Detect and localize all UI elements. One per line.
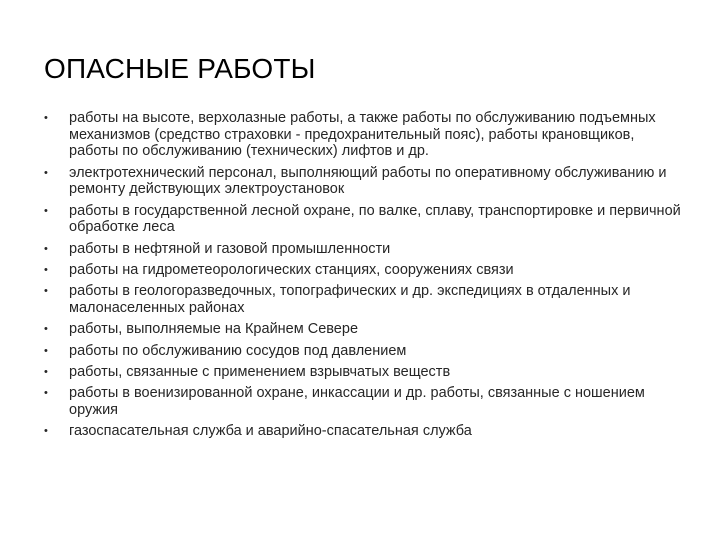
list-item-text: работы, выполняемые на Крайнем Севере	[69, 321, 359, 338]
list-item	[44, 364, 684, 381]
list-item	[44, 423, 684, 440]
bullet-icon: •	[44, 285, 48, 298]
bullet-icon: •	[44, 425, 48, 438]
list-item-text: газоспасательная служба и аварийно-спасательная служба	[69, 423, 472, 440]
list-item-text: работы, связанные с применением взрывчатых веществ	[69, 364, 451, 381]
slide-title: ОПАСНЫЕ РАБОТЫ	[44, 53, 316, 84]
list-item-text: работы на гидрометеорологических станциях, сооружениях связи	[69, 261, 514, 278]
list-item-text: электротехнический персонал, выполняющий работы по оперативному обслуживанию и ремонту действующих электроустановок	[69, 164, 667, 198]
bullet-icon: •	[44, 263, 48, 276]
list-item-text: работы в военизированной охране, инкассации и др. работы, связанные с ношением оружия	[69, 385, 645, 419]
bullet-icon: •	[44, 204, 48, 217]
list-item-text: работы в геологоразведочных, топографических и др. экспедициях в отдаленных и малонаселенных районах	[69, 283, 631, 316]
list-item	[44, 241, 684, 258]
list-item-text: работы в нефтяной и газовой промышленности	[69, 240, 391, 257]
bullet-icon: •	[44, 242, 48, 255]
list-item	[44, 262, 684, 279]
list-item-text: работы на высоте, верхолазные работы, а также работы по обслуживанию подъемных механизмов (средство страховки - предохранительный пояс), работы крановщиков, работы по обслуживанию (технических) лифтов и др.	[69, 110, 656, 160]
list-item	[44, 110, 684, 160]
list-item	[44, 343, 684, 360]
hazardous-work-list	[44, 110, 684, 445]
bullet-icon: •	[44, 166, 48, 179]
list-item-text: работы в государственной лесной охране, по валке, сплаву, транспортировке и первичной обработке леса	[69, 202, 681, 236]
list-item	[44, 385, 684, 418]
bullet-icon: •	[44, 323, 48, 336]
list-item	[44, 283, 684, 316]
list-item	[44, 165, 684, 198]
bullet-icon: •	[44, 387, 48, 400]
list-item	[44, 321, 684, 338]
bullet-icon: •	[44, 112, 48, 124]
list-item	[44, 203, 684, 236]
bullet-icon: •	[44, 344, 48, 357]
list-item-text: работы по обслуживанию сосудов под давлением	[69, 342, 407, 359]
bullet-icon: •	[44, 366, 48, 379]
